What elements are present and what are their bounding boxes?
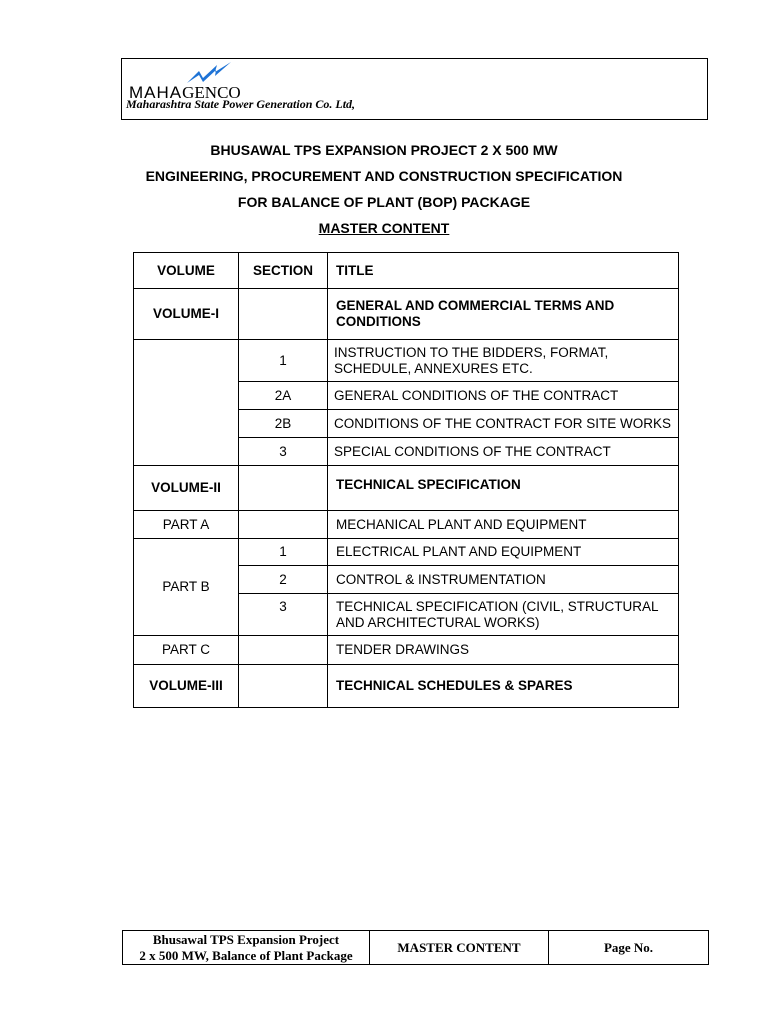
volume-label: VOLUME-I: [134, 289, 239, 340]
section-number: 3: [239, 438, 328, 466]
company-logo: MAHAGENCO: [129, 83, 241, 102]
master-content-table: [133, 252, 679, 708]
part-title: MECHANICAL PLANT AND EQUIPMENT: [328, 511, 679, 539]
table-row-volume-2: [134, 466, 679, 511]
document-title-line-2: ENGINEERING, PROCUREMENT AND CONSTRUCTION SPECIFICATION: [145, 168, 623, 184]
section-number: 2B: [239, 410, 328, 438]
section-number: 2: [239, 566, 328, 594]
section-number: 1: [239, 539, 328, 566]
table-row: [134, 340, 679, 382]
header-title: TITLE: [328, 253, 679, 289]
section-title: CONDITIONS OF THE CONTRACT FOR SITE WORKS: [328, 410, 679, 438]
footer-document: MASTER CONTENT: [370, 931, 549, 964]
company-name: Maharashtra State Power Generation Co. Ltd,: [126, 97, 356, 111]
header-box: [121, 58, 708, 120]
section-title: GENERAL CONDITIONS OF THE CONTRACT: [328, 382, 679, 410]
volume-title: TECHNICAL SPECIFICATION: [328, 466, 679, 511]
master-content-heading: MASTER CONTENT: [318, 220, 450, 236]
volume-title: TECHNICAL SCHEDULES & SPARES: [328, 665, 679, 708]
table-row-volume-1: [134, 289, 679, 340]
document-title-line-1: BHUSAWAL TPS EXPANSION PROJECT 2 X 500 MW: [210, 142, 558, 158]
lightning-logo-icon: [185, 61, 235, 85]
section-number: 2A: [239, 382, 328, 410]
table-row-part-a: [134, 511, 679, 539]
section-title: CONTROL & INSTRUMENTATION: [328, 566, 679, 594]
volume-label: VOLUME-III: [134, 665, 239, 708]
part-label: PART A: [134, 511, 239, 539]
table-row-part-c: [134, 636, 679, 665]
footer-page-number: Page No.: [603, 939, 654, 955]
table-row: [134, 539, 679, 566]
volume-label: VOLUME-II: [134, 466, 239, 511]
volume-title: GENERAL AND COMMERCIAL TERMS AND CONDITIONS: [328, 289, 679, 340]
footer-box: [122, 930, 709, 965]
section-title: INSTRUCTION TO THE BIDDERS, FORMAT, SCHEDULE, ANNEXURES ETC.: [328, 340, 679, 382]
header-section: SECTION: [239, 253, 328, 289]
part-label: PART C: [134, 636, 239, 665]
header-volume: VOLUME: [134, 253, 239, 289]
section-number: 1: [239, 340, 328, 382]
part-title: TENDER DRAWINGS: [328, 636, 679, 665]
part-label: PART B: [134, 539, 239, 636]
section-number: 3: [239, 594, 328, 636]
footer-project: Bhusawal TPS Expansion Project 2 x 500 MW, Balance of Plant Package: [123, 931, 370, 964]
document-title-line-3: FOR BALANCE OF PLANT (BOP) PACKAGE: [237, 194, 531, 210]
table-header-row: [134, 253, 679, 289]
section-title: ELECTRICAL PLANT AND EQUIPMENT: [328, 539, 679, 566]
section-title: TECHNICAL SPECIFICATION (CIVIL, STRUCTURAL AND ARCHITECTURAL WORKS): [328, 594, 679, 636]
table-row-volume-3: [134, 665, 679, 708]
section-title: SPECIAL CONDITIONS OF THE CONTRACT: [328, 438, 679, 466]
